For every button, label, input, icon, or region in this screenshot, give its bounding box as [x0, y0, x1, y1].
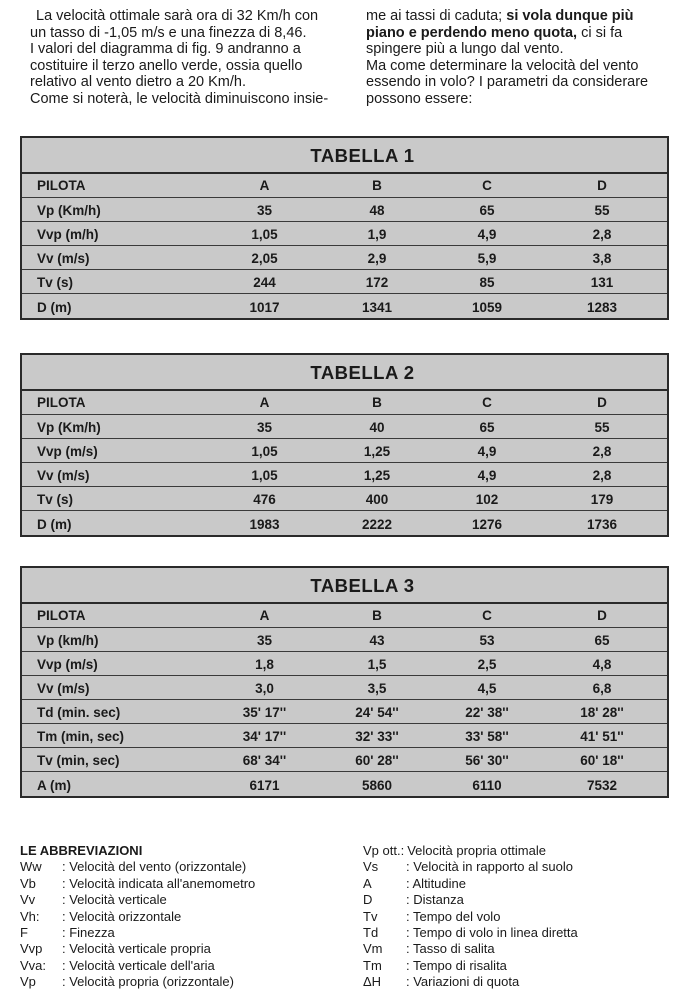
abbreviation-item: [363, 941, 578, 957]
abbreviation-item: [363, 892, 578, 908]
abbreviation-item: [363, 974, 578, 990]
table-cell: 6,8: [592, 681, 612, 696]
table-row: [22, 676, 667, 700]
table-row: [22, 700, 667, 724]
abbreviations-heading: LE ABBREVIAZIONI: [20, 843, 143, 858]
abbreviation-item: [20, 892, 363, 908]
table-cell: 40: [369, 420, 385, 435]
abbreviation-key: Vp ott.:: [363, 843, 405, 858]
abbreviation-definition: : Tempo di risalita: [406, 957, 507, 973]
table-cell: 4,9: [477, 468, 497, 483]
text-span: ci si fa spingere più a lungo dal vento.: [366, 24, 623, 57]
table-row: [22, 463, 667, 487]
table-cell: 3,5: [367, 681, 387, 696]
table-row: [22, 415, 667, 439]
abbreviation-key: Td: [363, 925, 379, 941]
row-label: Vvp (m/h): [37, 227, 99, 242]
row-label: PILOTA: [37, 395, 86, 410]
table-cell: 172: [365, 275, 389, 290]
table-row: [22, 628, 667, 652]
row-label: Tv (min, sec): [37, 753, 120, 768]
table-cell: 56' 30'': [465, 753, 509, 768]
table-title: TABELLA 3: [22, 568, 667, 604]
table-header-row: [22, 391, 667, 415]
abbreviation-key: Vm: [363, 941, 383, 957]
table-cell: 1341: [361, 300, 393, 315]
abbreviation-item: [363, 876, 578, 892]
table-cell: 24' 54'': [355, 705, 399, 720]
abbreviations: [20, 843, 680, 991]
table-cell: 22' 38'': [465, 705, 509, 720]
abbreviations-left: [20, 843, 363, 991]
table-title: TABELLA 1: [22, 138, 667, 174]
table-cell: A: [259, 395, 270, 410]
abbreviation-key: Vvp: [20, 941, 43, 957]
table-1: [20, 136, 669, 320]
abbreviation-definition: : Tasso di salita: [406, 941, 495, 957]
table-cell: 1059: [471, 300, 503, 315]
table-cell: 2222: [361, 517, 393, 532]
abbreviation-definition: : Altitudine: [406, 875, 466, 891]
table-cell: 1,25: [363, 468, 391, 483]
abbreviation-definition: Velocità propria ottimale: [407, 843, 546, 858]
table-cell: B: [372, 178, 382, 193]
abbreviation-definition: : Velocità orizzontale: [62, 908, 182, 924]
table-header-row: [22, 604, 667, 628]
table-cell: 35' 17'': [242, 705, 287, 720]
table-cell: 34' 17'': [242, 729, 287, 744]
table-2: [20, 353, 669, 537]
table-cell: 65: [594, 633, 610, 648]
table-cell: 6110: [472, 778, 502, 793]
abbreviation-definition: : Tempo di volo in linea diretta: [406, 925, 578, 941]
abbreviation-item: [363, 925, 578, 941]
table-cell: C: [482, 178, 492, 193]
row-label: D (m): [37, 300, 72, 315]
table-cell: 35: [256, 420, 273, 435]
abbreviation-key: Vv: [20, 892, 36, 908]
table-cell: 1283: [586, 300, 618, 315]
abbreviation-definition: : Velocità del vento (orizzontale): [62, 859, 247, 875]
table-cell: 3,8: [592, 251, 612, 266]
abbreviation-definition: : Velocità indicata all'anemometro: [62, 875, 256, 891]
table-cell: 48: [369, 203, 385, 218]
table-cell: 2,5: [477, 657, 497, 672]
abbreviation-key: Ww: [20, 859, 42, 875]
intro-paragraph: Ma come determinare la velocità del vento essendo in volo? I parametri da considerare possono essere:: [366, 57, 649, 107]
row-label: D (m): [37, 517, 72, 532]
table-cell: 60' 28'': [355, 753, 399, 768]
abbreviation-key: Vs: [363, 859, 379, 875]
abbreviation-item: [20, 909, 363, 925]
intro-left-column: [30, 8, 334, 107]
table-cell: D: [597, 608, 607, 623]
table-cell: 35: [256, 203, 273, 218]
intro-paragraph: [366, 8, 670, 58]
abbreviation-definition: : Tempo del volo: [406, 908, 501, 924]
row-label: Td (min. sec): [37, 705, 121, 720]
row-label: PILOTA: [37, 178, 86, 193]
row-label: A (m): [37, 778, 71, 793]
row-label: Vv (m/s): [37, 681, 90, 696]
table-3: [20, 566, 669, 798]
table-cell: 2,9: [367, 251, 387, 266]
table-cell: 65: [479, 420, 495, 435]
abbreviations-left-list: [20, 859, 363, 990]
abbreviation-item: [20, 859, 363, 875]
table-cell: 68' 34'': [242, 753, 287, 768]
table-cell: 4,9: [477, 444, 497, 459]
table-header-row: [22, 174, 667, 198]
table-cell: A: [259, 178, 270, 193]
table-cell: 1,05: [251, 468, 278, 483]
table-cell: 4,8: [592, 657, 612, 672]
abbreviation-definition: : Velocità in rapporto al suolo: [406, 859, 573, 875]
table-cell: D: [597, 178, 607, 193]
table-cell: 3,0: [255, 681, 274, 696]
table-row: [22, 772, 667, 796]
table-cell: C: [482, 395, 492, 410]
table-cell: 1,05: [251, 227, 278, 242]
table-row: [22, 246, 667, 270]
abbreviation-key: D: [363, 892, 373, 908]
table-cell: 244: [253, 275, 276, 290]
table-cell: 102: [475, 492, 499, 507]
table-title: TABELLA 2: [22, 355, 667, 391]
intro-paragraph: La velocità ottimale sarà ora di 32 Km/h con un tasso di -1,05 m/s e una finezza di 8,46.: [30, 8, 319, 41]
text-span: me ai tassi di caduta;: [366, 8, 507, 24]
table-row: [22, 511, 667, 535]
table-cell: 1276: [471, 517, 503, 532]
abbreviation-item: [20, 958, 363, 974]
abbreviation-key: Tv: [363, 908, 378, 924]
table-cell: 85: [479, 275, 495, 290]
abbreviation-definition: : Variazioni di quota: [406, 974, 520, 990]
abbreviation-item: [363, 909, 578, 925]
table-row: [22, 198, 667, 222]
abbreviation-key: ΔH: [363, 974, 382, 990]
table-cell: 41' 51'': [580, 729, 624, 744]
table-cell: 1983: [249, 517, 280, 532]
row-label: Vvp (m/s): [37, 444, 98, 459]
abbreviation-key: Vva:: [20, 957, 47, 973]
table-cell: 18' 28'': [580, 705, 624, 720]
table-cell: 1,5: [367, 657, 387, 672]
abbreviation-key: Vb: [20, 875, 36, 891]
table-cell: 179: [590, 492, 614, 507]
table-row: [22, 487, 667, 511]
abbreviation-definition: : Velocità verticale propria: [62, 941, 211, 957]
table-cell: 6171: [249, 778, 280, 793]
table-cell: B: [372, 395, 382, 410]
table-row: [22, 652, 667, 676]
table-cell: 1017: [249, 300, 280, 315]
table-cell: 32' 33'': [355, 729, 399, 744]
intro-paragraph: Come si noterà, le velocità diminuiscono insie-: [30, 90, 329, 107]
table-row: [22, 439, 667, 463]
table-cell: 2,8: [592, 227, 612, 242]
row-label: Tv (s): [37, 492, 74, 507]
table-cell: 4,9: [477, 227, 497, 242]
bold-text: si vola dunque più piano e perdendo meno quota,: [366, 8, 634, 41]
table-cell: 4,5: [477, 681, 497, 696]
table-cell: 2,05: [251, 251, 278, 266]
table-cell: 33' 58'': [465, 729, 509, 744]
table-row: [22, 222, 667, 246]
table-cell: 60' 18'': [580, 753, 624, 768]
abbreviation-key: Tm: [363, 957, 382, 973]
table-cell: 2,8: [592, 444, 612, 459]
table-row: [22, 270, 667, 294]
table-cell: D: [597, 395, 607, 410]
row-label: Vv (m/s): [37, 468, 90, 483]
abbreviation-item: [363, 843, 578, 859]
table-cell: 53: [479, 633, 495, 648]
row-label: Vp (Km/h): [37, 420, 101, 435]
abbreviation-item: [20, 925, 363, 941]
table-cell: 55: [594, 203, 610, 218]
abbreviation-definition: : Velocità propria (orizzontale): [62, 974, 234, 990]
table-cell: 7532: [586, 778, 618, 793]
abbreviation-definition: : Velocità verticale: [62, 892, 167, 908]
table-cell: 476: [253, 492, 276, 507]
row-label: Tv (s): [37, 275, 74, 290]
table-cell: B: [372, 608, 382, 623]
table-cell: 5860: [361, 778, 393, 793]
table-cell: 55: [594, 420, 610, 435]
table-cell: 2,8: [592, 468, 612, 483]
table-cell: C: [482, 608, 492, 623]
table-cell: 65: [479, 203, 495, 218]
row-label: Vv (m/s): [37, 251, 90, 266]
intro-paragraph: I valori del diagramma di fig. 9 andranno a costituire il terzo anello verde, ossia quello relativo al vento dietro a 20 Km/h.: [30, 41, 303, 90]
table-cell: 131: [590, 275, 614, 290]
table-cell: 1,05: [251, 444, 278, 459]
abbreviation-key: Vh:: [20, 908, 40, 924]
table-cell: 400: [365, 492, 389, 507]
table-row: [22, 724, 667, 748]
abbreviation-item: [363, 859, 578, 875]
abbreviation-key: A: [363, 875, 372, 891]
abbreviation-definition: : Finezza: [62, 925, 115, 941]
table-cell: 43: [369, 633, 385, 648]
table-cell: 5,9: [477, 251, 497, 266]
row-label: Tm (min, sec): [37, 729, 125, 744]
table-cell: 35: [256, 633, 273, 648]
table-cell: 1736: [586, 517, 618, 532]
table-cell: A: [259, 608, 270, 623]
intro-text: [30, 8, 670, 107]
abbreviation-definition: : Distanza: [406, 892, 464, 908]
abbreviation-item: [363, 958, 578, 974]
intro-right-column: [366, 8, 670, 107]
abbreviation-definition: : Velocità verticale dell'aria: [62, 957, 215, 973]
abbreviation-item: [20, 974, 363, 990]
table-row: [22, 748, 667, 772]
row-label: Vvp (m/s): [37, 657, 98, 672]
abbreviation-key: F: [20, 925, 28, 941]
row-label: Vp (km/h): [37, 633, 99, 648]
table-cell: 1,25: [363, 444, 391, 459]
abbreviation-key: Vp: [20, 974, 36, 990]
abbreviation-item: [20, 876, 363, 892]
table-cell: 1,9: [367, 227, 387, 242]
abbreviations-right-list: [363, 843, 578, 991]
table-cell: 1,8: [255, 657, 274, 672]
abbreviation-item: [20, 941, 363, 957]
row-label: PILOTA: [37, 608, 86, 623]
table-row: [22, 294, 667, 318]
row-label: Vp (Km/h): [37, 203, 101, 218]
